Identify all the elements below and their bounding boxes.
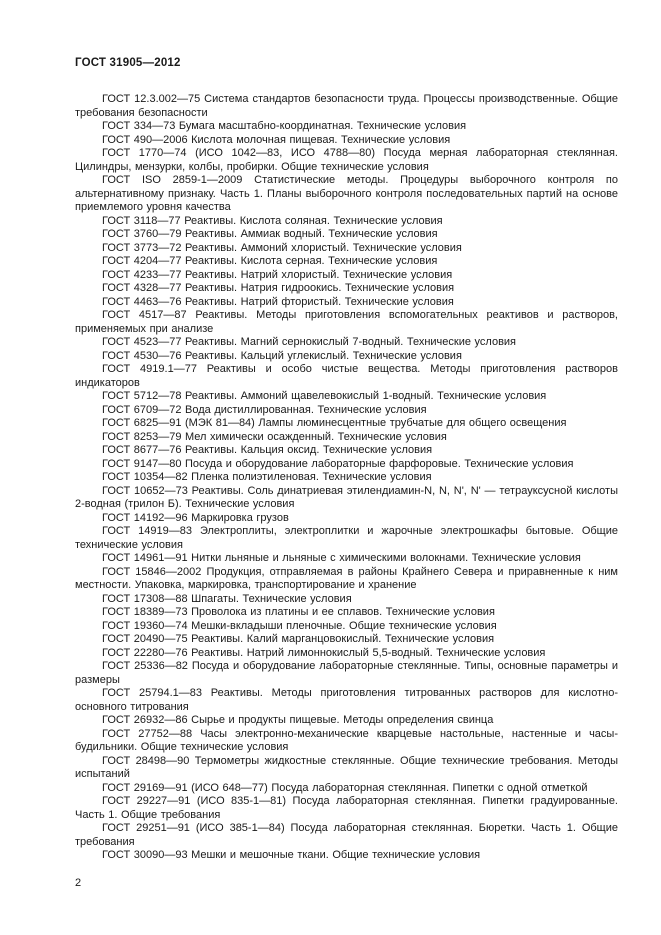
reference-entry: ГОСТ 10354—82 Пленка полиэтиленовая. Технические условия (102, 471, 432, 483)
reference-entry: ГОСТ 29169—91 (ИСО 648—77) Посуда лабораторная стеклянная. Пипетки с одной отметкой (102, 781, 588, 794)
reference-entry: ГОСТ 4530—76 Реактивы. Кальций углекислый. Технические условия (102, 349, 462, 362)
reference-entry: ГОСТ 17308—88 Шпагаты. Технические условия (102, 592, 352, 605)
reference-entry: ГОСТ 1770—74 (ИСО 1042—83, ИСО 4788—80) Посуда мерная лабораторная стеклянная. Цилиндры, мензурки, колбы, пробирки. Общие технические условия (75, 147, 618, 173)
reference-entry: ГОСТ 14961—91 Нитки льняные и льняные с химическими волокнами. Технические условия (102, 552, 581, 564)
reference-entry: ГОСТ 5712—78 Реактивы. Аммоний щавелевокислый 1-водный. Технические условия (102, 390, 547, 402)
reference-entry: ГОСТ 28498—90 Термометры жидкостные стеклянные. Общие технические требования. Методы испытаний (75, 754, 618, 780)
reference-entry: ГОСТ 4517—87 Реактивы. Методы приготовления вспомогательных реактивов и растворов, применяемых при анализе (75, 309, 618, 335)
reference-entry: ГОСТ 20490—75 Реактивы. Калий марганцовокислый. Технические условия (102, 633, 495, 645)
reference-entry: ГОСТ ISO 2859-1—2009 Статистические методы. Процедуры выборочного контроля по альтернативному признаку. Часть 1. Планы выборочного контроля последовательных партий на основе приемлемого уровня качества (75, 174, 618, 213)
page-number: 2 (75, 876, 82, 889)
reference-entry: ГОСТ 3760—79 Реактивы. Аммиак водный. Технические условия (102, 228, 438, 240)
reference-entry: ГОСТ 4233—77 Реактивы. Натрий хлористый. Технические условия (102, 268, 453, 281)
reference-entry: ГОСТ 334—73 Бумага масштабно-координатная. Технические условия (102, 120, 467, 132)
reference-entry: ГОСТ 19360—74 Мешки-вкладыши пленочные. Общие технические условия (102, 619, 497, 632)
reference-entry: ГОСТ 10652—73 Реактивы. Соль динатриевая этилендиамин-N, N, N', N' — тетрауксусной кислоты 2-водная (трилон Б). Технические условия (75, 484, 618, 510)
reference-entry: ГОСТ 6825—91 (МЭК 81—84) Лампы люминесцентные трубчатые для общего освещения (102, 417, 567, 429)
reference-entry: ГОСТ 25794.1—83 Реактивы. Методы приготовления титрованных растворов для кислотно-основного титрования (75, 687, 618, 713)
reference-entry: ГОСТ 3118—77 Реактивы. Кислота соляная. Технические условия (102, 214, 443, 227)
reference-entry: ГОСТ 29251—91 (ИСО 385-1—84) Посуда лабораторная стеклянная. Бюретки. Часть 1. Общие требования (75, 822, 618, 848)
reference-entry: ГОСТ 8677—76 Реактивы. Кальция оксид. Технические условия (102, 444, 433, 456)
reference-entry: ГОСТ 22280—76 Реактивы. Натрий лимоннокислый 5,5-водный. Технические условия (102, 646, 546, 659)
reference-entry: ГОСТ 25336—82 Посуда и оборудование лабораторные стеклянные. Типы, основные параметры и размеры (75, 660, 618, 686)
reference-entry: ГОСТ 15846—2002 Продукция, отправляемая в районы Крайнего Севера и приравненные к ним местности. Упаковка, маркировка, транспортирование и хранение (75, 565, 618, 591)
reference-entry: ГОСТ 9147—80 Посуда и оборудование лабораторные фарфоровые. Технические условия (102, 457, 574, 470)
reference-entry: ГОСТ 29227—91 (ИСО 835-1—81) Посуда лабораторная стеклянная. Пипетки градуированные. Часть 1. Общие требования (75, 795, 618, 821)
reference-entry: ГОСТ 4204—77 Реактивы. Кислота серная. Технические условия (102, 255, 438, 267)
reference-entry: ГОСТ 3773—72 Реактивы. Аммоний хлористый. Технические условия (102, 241, 462, 254)
reference-entry: ГОСТ 18389—73 Проволока из платины и ее сплавов. Технические условия (102, 606, 495, 618)
reference-entry: ГОСТ 4463—76 Реактивы. Натрий фтористый. Технические условия (102, 295, 454, 308)
document-header-standard-number: ГОСТ 31905—2012 (75, 57, 181, 69)
reference-entry: ГОСТ 4523—77 Реактивы. Магний сернокислый 7-водный. Технические условия (102, 336, 517, 348)
reference-entry: ГОСТ 14919—83 Электроплиты, электроплитки и жарочные электрошкафы бытовые. Общие технические условия (75, 525, 618, 551)
reference-entry: ГОСТ 12.3.002—75 Система стандартов безопасности труда. Процессы производственные. Общие требования безопасности (75, 93, 618, 119)
reference-entry: ГОСТ 4919.1—77 Реактивы и особо чистые вещества. Методы приготовления растворов индикаторов (75, 363, 618, 389)
reference-entry: ГОСТ 30090—93 Мешки и мешочные ткани. Общие технические условия (102, 849, 481, 861)
reference-entry: ГОСТ 8253—79 Мел химически осажденный. Технические условия (102, 430, 447, 443)
reference-entry: ГОСТ 14192—96 Маркировка грузов (102, 511, 289, 524)
reference-entry: ГОСТ 4328—77 Реактивы. Натрия гидроокись. Технические условия (102, 282, 455, 294)
reference-entry: ГОСТ 490—2006 Кислота молочная пищевая. Технические условия (102, 133, 451, 146)
reference-entry: ГОСТ 27752—88 Часы электронно-механические кварцевые настольные, настенные и часы-будильники. Общие технические условия (75, 727, 618, 753)
normative-references-list (75, 93, 618, 863)
reference-entry: ГОСТ 6709—72 Вода дистиллированная. Технические условия (102, 403, 427, 416)
reference-entry: ГОСТ 26932—86 Сырье и продукты пищевые. Методы определения свинца (102, 714, 494, 726)
